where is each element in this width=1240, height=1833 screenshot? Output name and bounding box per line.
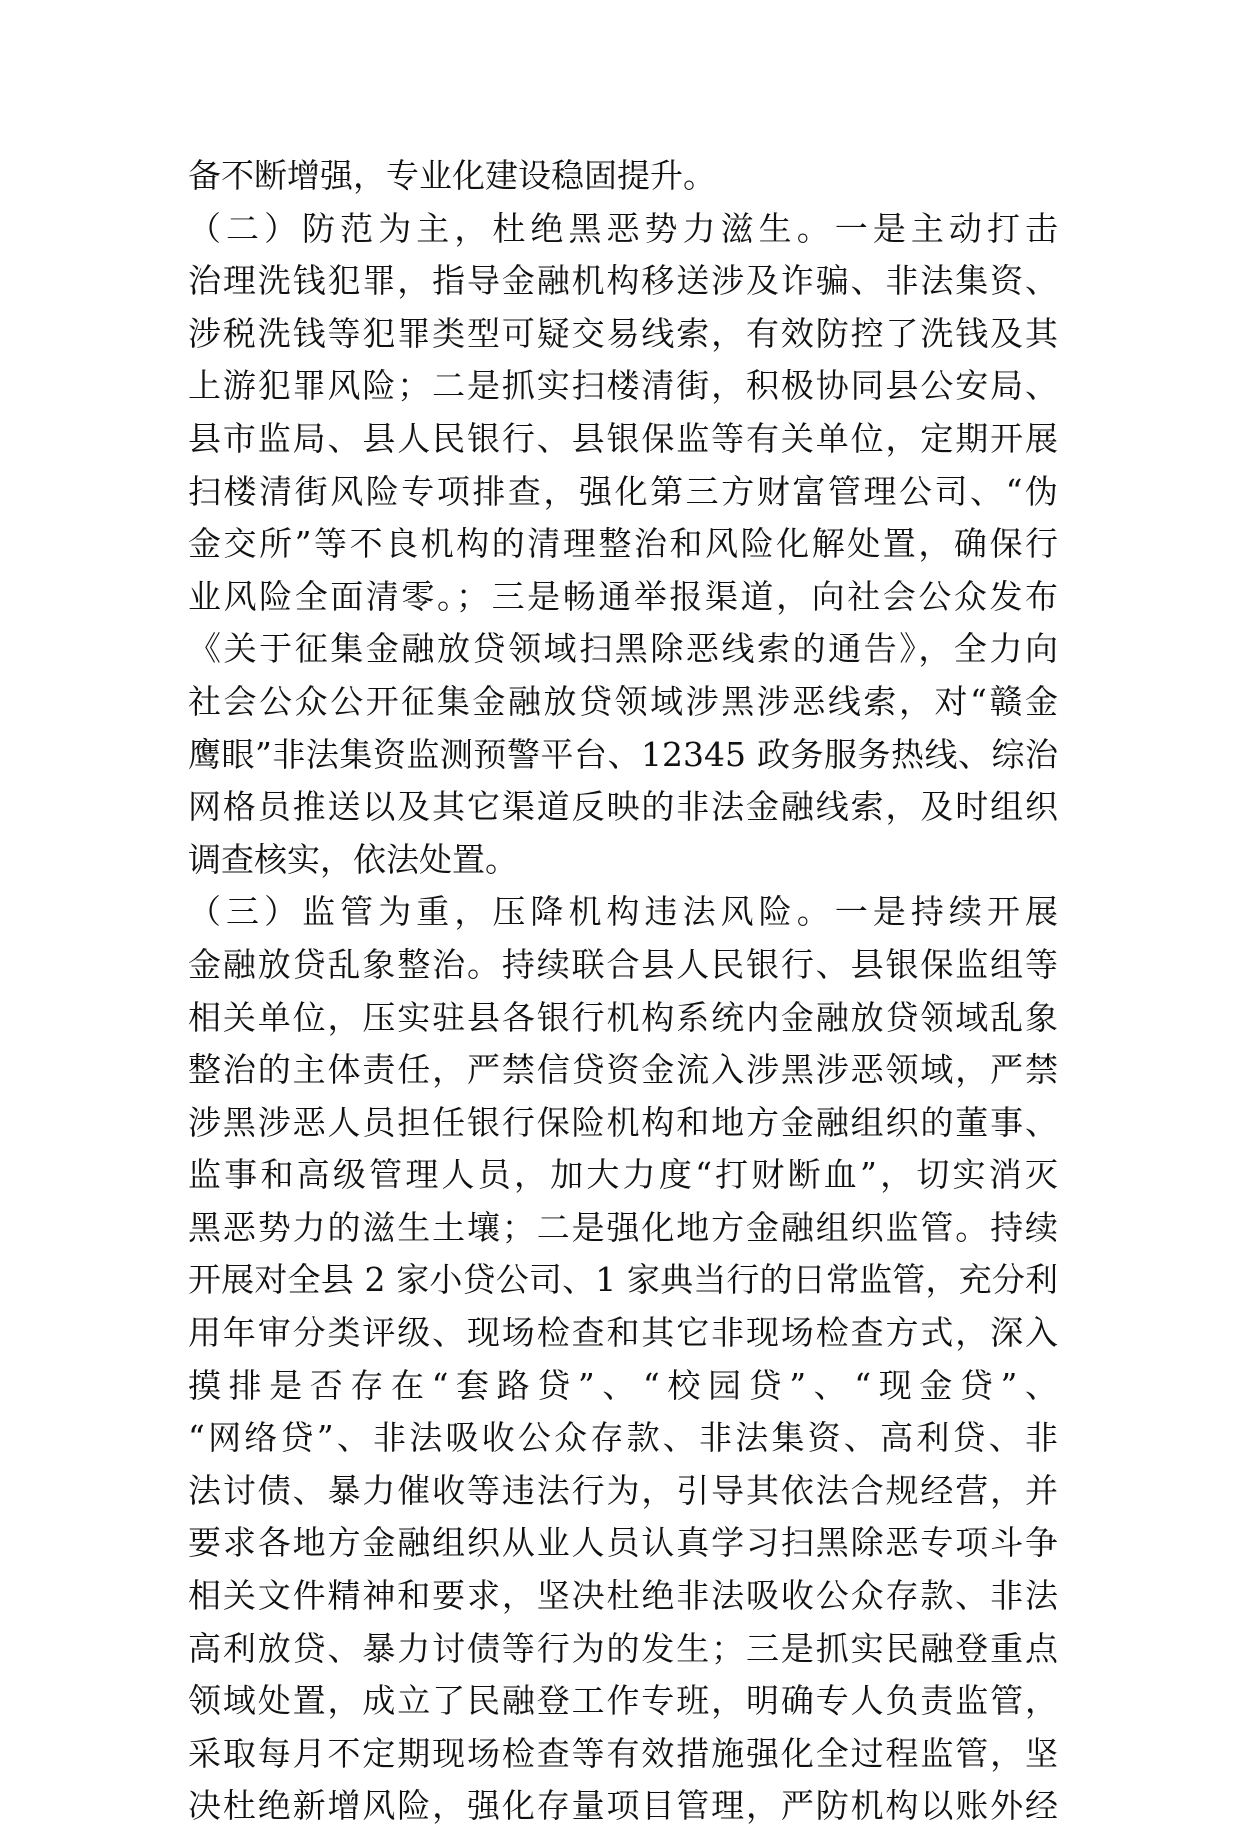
text-line: 上游犯罪风险；二是抓实扫楼清街，积极协同县公安局、 <box>188 366 1058 406</box>
text-line: 决杜绝新增风险，强化存量项目管理，严防机构以账外经 <box>188 1786 1058 1826</box>
text-line: 扫楼清街风险专项排查，强化第三方财富管理公司、“伪 <box>188 471 1058 511</box>
text-line: 监事和高级管理人员，加大力度“打财断血”，切实消灭 <box>188 1155 1058 1195</box>
text-line: 治理洗钱犯罪，指导金融机构移送涉及诈骗、非法集资、 <box>188 261 1058 301</box>
text-line: 调查核实，依法处置。 <box>188 839 518 879</box>
text-line: 黑恶势力的滋生土壤；二是强化地方金融组织监管。持续 <box>188 1207 1058 1247</box>
text-line: 要求各地方金融组织从业人员认真学习扫黑除恶专项斗争 <box>188 1523 1058 1563</box>
body-text <box>188 150 1058 1833</box>
text-line: 整治的主体责任，严禁信贷资金流入涉黑涉恶领域，严禁 <box>188 1050 1058 1090</box>
text-line: 备不断增强，专业化建设稳固提升。 <box>188 156 716 195</box>
text-line: 相关单位，压实驻县各银行机构系统内金融放贷领域乱象 <box>188 997 1058 1037</box>
text-line: （二）防范为主，杜绝黑恶势力滋生。一是主动打击 <box>188 208 1058 248</box>
text-line: 法讨债、暴力催收等违法行为，引导其依法合规经营，并 <box>188 1470 1058 1510</box>
text-line: 摸排是否存在“套路贷”、“校园贷”、“现金贷”、 <box>188 1365 1058 1405</box>
text-line: “网络贷”、非法吸收公众存款、非法集资、高利贷、非 <box>188 1418 1058 1458</box>
text-line: 《关于征集金融放贷领域扫黑除恶线索的通告》，全力向 <box>188 629 1058 669</box>
text-line: 开展对全县 2 家小贷公司、1 家典当行的日常监管，充分利 <box>188 1260 1058 1300</box>
text-line: 社会公众公开征集金融放贷领域涉黑涉恶线索，对“赣金 <box>188 681 1058 721</box>
text-line: （三）监管为重，压降机构违法风险。一是持续开展 <box>188 892 1058 932</box>
text-line: 鹰眼”非法集资监测预警平台、12345 政务服务热线、综治 <box>188 734 1058 774</box>
text-line: 金融放贷乱象整治。持续联合县人民银行、县银保监组等 <box>188 944 1058 984</box>
text-line: 相关文件精神和要求，坚决杜绝非法吸收公众存款、非法 <box>188 1576 1058 1616</box>
text-line: 领域处置，成立了民融登工作专班，明确专人负责监管， <box>188 1681 1058 1721</box>
text-line: 县市监局、县人民银行、县银保监等有关单位，定期开展 <box>188 418 1058 458</box>
text-line: 业风险全面清零。；三是畅通举报渠道，向社会公众发布 <box>188 576 1058 616</box>
text-line: 用年审分类评级、现场检查和其它非现场检查方式，深入 <box>188 1313 1058 1353</box>
text-line: 涉黑涉恶人员担任银行保险机构和地方金融组织的董事、 <box>188 1102 1058 1142</box>
text-line: 网格员推送以及其它渠道反映的非法金融线索，及时组织 <box>188 787 1058 827</box>
text-line: 采取每月不定期现场检查等有效措施强化全过程监管，坚 <box>188 1733 1058 1773</box>
text-line: 涉税洗钱等犯罪类型可疑交易线索，有效防控了洗钱及其 <box>188 313 1058 353</box>
text-line: 高利放贷、暴力讨债等行为的发生；三是抓实民融登重点 <box>188 1628 1058 1668</box>
text-line: 金交所”等不良机构的清理整治和风险化解处置，确保行 <box>188 524 1058 564</box>
